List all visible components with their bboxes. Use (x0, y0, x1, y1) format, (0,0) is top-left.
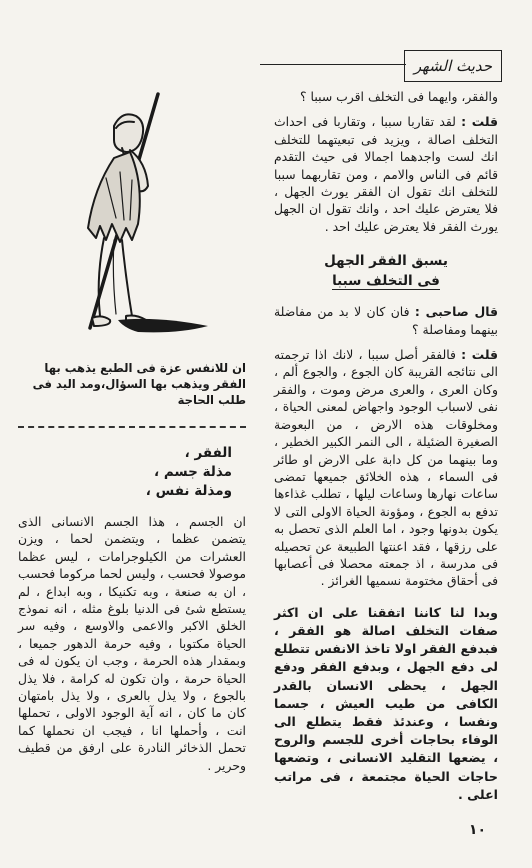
beggar-illustration (18, 88, 246, 356)
section-heading: يسبق الفقر الجهل فى التخلف سببا (324, 253, 448, 290)
column-title: حديث الشهر (413, 57, 493, 75)
friend-paragraph: قال صاحبى : فان كان لا بد من مفاضلة بينهما ومفاصلة ؟ (274, 304, 498, 337)
left-section-title: الفقر ، مذلة جسم ، ومذلة نفس ، (145, 445, 232, 499)
left-column (18, 88, 246, 774)
header-rule (260, 64, 406, 65)
right-column (274, 88, 498, 812)
answer1-label: قلت : (461, 114, 498, 130)
answer1-paragraph: قلت : لقد تقاربا سببا ، وتقاربا فى احداث التخلف اصالة ، ويزيد فى تبعيتهما للتخلف انك لست واجدهما اجمالا فى حيث التقدم قائم فى الناس والامم ، ومن تقاربهما سببا للتخلف انك تقول ان الفقر يورث الجهل ، فلا يعترض عليك احد ، وانك تقول ان الجهل يورث الفقر فلا يعترض عليك احد . (274, 114, 498, 234)
left-body-text: ان الجسم ، هذا الجسم الانسانى الذى يتضمن عظما ، ويتضمن لحما ، ويزن العشرات من الكيلوجرامات ، ليس عظما موصولا فحسب ، وليس لحما مركوما فحسب ، ان به صنعة ، وبه تكنيكا ، وبه ابداع ، لم يستطع شئ فى الدنيا بلوغ مثله ، انه نموذج الخلق الاكبر والاعمى والاوسع ، وفيه سر الحياة مكتوبا ، وفيه حرمة الدهور جميعا ، وبمقدار هذه الحرمة ، وجب ان يكون له فى الحياة حرمة ، وان تكون له كرامة ، فلا يذل بالجوع ، ولا يذل بالعرى ، ولا يذل بامتهان كان ما كان ، انه آية الوجود الاولى ، تحملها انت ، وأحملها انا ، فيجب ان نحملها كما تحمل الذخائر النادرة على ارفق من قطيف وحرير . (18, 514, 246, 773)
friend-label: قال صاحبى : (414, 304, 498, 320)
column-header-box (404, 50, 502, 82)
intro-paragraph: والفقر، وايهما فى التخلف اقرب سببا ؟ (300, 89, 498, 104)
page-number: ١٠ (468, 822, 486, 838)
answer2-paragraph: قلت : فالفقر أصل سببا ، لانك اذا ترجمته الى نتائجه القريبة كان الجوع ، والجوع ألم ، وكان العرى ، والعرى مرض وموت ، والفقر نفى لاسباب الوجود واجهاض لمعنى الحياة ، ومخلوقات هذه الارض ، من البعوضة الصغيرة الضئيلة ، الى النمر الكبير الخطير ، وما بينهما من كل دابة على الارض او طائر فى السماء ، هذه الخلائق جميعها تمضى ساعات نهارها وساعات ليلها ، تطلب غذاءها تدفع به الجوع ، ومؤونة الحياة الاولى التى لا يكون بدونها وجود ، اما العلم الذى تحصل به على رزقها ، فقد اعنتها الطبيعة عن تحصيله فى مدرسة ، اذ جمعته محصلا فى أعصابها فى أحقاق مختومة نسميها الغرائز . (274, 347, 499, 589)
dashed-divider (18, 426, 246, 428)
bold-paragraph: وبدا لنا كاننا اتفقنا على ان اكثر صفات التخلف اصالة هو الفقر ، فبدفع الفقر اولا تاخذ الانفس تتطلع لى دفع الجهل ، وبدفع الفقر ودفع الجهل ، يحظى الانسان بالقدر الكافى من طيب العيش ، جسما ونفسا ، وعندئذ فقط يتطلع الى الوفاء بحاجات أخرى للجسم والروح ، يضعها التقليد الانسانى ، وتضعها حاجات الحياة مجتمعة ، فى مراتب اعلى . (274, 604, 498, 802)
answer2-label: قلت : (461, 347, 499, 363)
illustration-caption: ان للانفس عزة فى الطبع يذهب بها الفقر ويذهب بها السؤال،ومد اليد فى طلب الحاجة (32, 361, 246, 407)
